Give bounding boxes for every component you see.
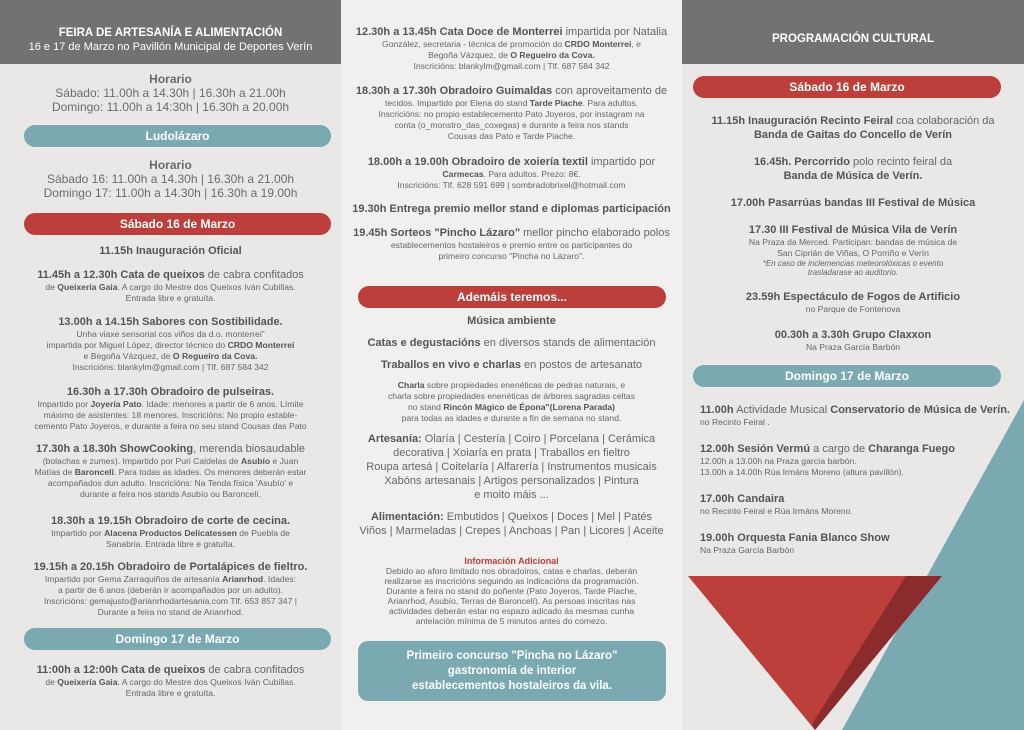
fair-header (0, 0, 341, 64)
event-cecina: 18.30h a 19.15h Obradoiro de corte de cecina. Impartido por Alacena Productos Delicatessen de Puebla de Sanabria. Entrada libre e gratuíta. (50, 515, 291, 549)
event-sabores: 13.00h a 14.15h Sabores con Sostibilidade. Unha viaxe sensorial cos viños da d.o. monterrei” impartida por Miguel López, director técnico do CRDO Monterrei e Begoña Vázquez, de O Regueiro da Cova. Inscricións: blankylm@gmail.com | Tlf. 687 584 342 (46, 316, 295, 372)
event-showcooking: 17.30h a 18.30h ShowCooking, merenda biosaudable (bolachas e zumes). Impartido por Puri Caldelas de Asubío e Juan Matías de Baroncelí. Para todas as idades. Os menores deberán estar acompañados dun adulto. Inscricións: Na Tenda física 'Asubío' e durante a feira nos stands Asubío ou Baroncelí. (34, 443, 307, 499)
cultural-title: PROGRAMACIÓN CULTURAL (771, 33, 935, 45)
event-cata-queixos: 11.45h a 12.30h Cata de queixos de cabra confitados de Queixería Gaia. A cargo do Mestre dos Queixos Iván Cubillas. Entrada libre e gratuíta. (37, 269, 304, 303)
fair-schedule: Horario Sábado: 11.00h a 14.30h | 16.30h a 21.00h Domingo: 11.00h a 14:30h | 16.30h a 20.00h (51, 72, 290, 114)
cultural-events-sunday: 11.00h Actividade Musical Conservatorio de Música de Verín. no Recinto Feiral . 12.00h Sesión Vermú a cargo de Charanga Fuego 12.00h a 13.00h na Praza garcía barbón. 13.00h a 14.00h Rúa Irmáns Moreno (altura pavillón). 17.00h Candaira no Recinto Feiral e Rúa Irmáns Moreno. 19.00h Orquesta Fania Blanco Show Na Praza García Barbón (700, 404, 1010, 555)
middle-column (341, 0, 682, 730)
fair-subtitle: 16 e 17 de Marzo no Pavillón Municipal de Deportes Verín (28, 41, 313, 53)
ludolazaro-schedule: Horario Sábado 16: 11.00h a 14.30h | 16.30h a 21.00h Domingo 17: 11.00h a 14.30h | 16.30h a 19.00h (43, 158, 298, 200)
sunday-pill-right: Domingo 17 de Marzo (693, 365, 1001, 387)
cultural-events-saturday: 11.15h Inauguración Recinto Feiral coa colaboración da Banda de Gaitas do Concello de Verín 16.45h. Percorrido polo recinto feiral da Banda de Música de Verín. 17.00h Pasarrúas bandas III Festival de Música 17.30 III Festival de Música Vila de Verín Na Praza da Merced. Participan: bandas de música de San Ciprián de Viñas, O Porriño e Verín *En caso de inclemencias meteorolóxicas o evento trasladarase ao auditorio. 23.59h Espectáculo de Fogos de Artificio no Parque de Fontenova 00.30h a 3.30h Grupo Claxxon Na Praza García Barbón (711, 115, 995, 352)
fair-title: FEIRA DE ARTESANÍA E ALIMENTACIÓN (58, 27, 283, 39)
event-xoieria: 18.00h a 19.00h Obradoiro de xoiería textil impartido por Carmecas. Para adultos. Prezo: 8€. Inscricións: Tlf. 628 591 699 | sombradobrixel@hotmail.com (367, 156, 656, 190)
cultural-header (682, 0, 1024, 64)
saturday-pill-right: Sábado 16 de Marzo (693, 76, 1001, 98)
event-cata-doce: 12.30h a 13.45h Cata Doce de Monterrei impartida por Natalia González, secretaria - técnica de promoción do CRDO Monterrei, e Begoña Vázquez, de O Regueiro da Cova. Inscricións: blankylm@gmail.com | Tlf. 687 584 342 (355, 26, 668, 71)
sunday-pill-left: Domingo 17 de Marzo (24, 628, 331, 650)
pincha-box: Primeiro concurso "Pincha no Lázaro" gastronomía de interior establecementos hostaleiros da vila. (358, 641, 666, 701)
event-cata-domingo: 11:00h a 12:00h Cata de queixos de cabra confitados de Queixería Gaia. A cargo do Mestre dos Queixos Iván Cubillas. Entrada libre e gratuíta. (36, 664, 305, 698)
ludolazaro-pill: Ludolázaro (24, 125, 331, 147)
right-column (682, 0, 1024, 730)
left-column (0, 0, 341, 730)
event-entrega-premio: 19.30h Entrega premio mellor stand e diplomas participación (352, 203, 671, 215)
event-sorteos: 19.45h Sorteos "Pincho Lázaro" mellor pincho elaborado polos establecementos hostaleiros e premio entre os participantes do primeiro concurso "Pincha no Lázaro". (353, 227, 670, 261)
saturday-pill-left: Sábado 16 de Marzo (24, 213, 331, 235)
extras-list: Música ambiente Catas e degustacións en diversos stands de alimentación Traballos en vivo e charlas en postos de artesanato Charla sobre propiedades enenéticas de pedras naturais, e charla sobre propiedades enenéticas de árbores sagradas celtas no stand Rincón Mágico de Épona"(Lorena Parada) para todas as idades e durante a fin de semana no stand. Artesanía: Olaría | Cestería | Coiro | Porcelana | Cerámica decorativa | Xoiaría en prata | Traballos en fieltro Roupa artesá | Coitelaría | Alfarería | Instrumentos musicais Xabóns artesanais | Artigos personalizados | Pintura e moito máis ... Alimentación: Embutidos | Queixos | Doces | Mel | Patés Viños | Marmeladas | Crepes | Anchoas | Pan | Licores | Aceite (359, 315, 664, 537)
event-inauguracion: 11.15h Inauguración Oficial (99, 245, 242, 257)
ademais-pill: Ademáis teremos... (358, 286, 666, 308)
event-portalapices: 19.15h a 20.15h Obradoiro de Portalápices de fieltro. Impartido por Gema Zarraquiños de artesanía Arianrhod. Idades: a partir de 6 anos (deberán ir acompañados por un adulto). Inscricións: gemajusto@arianrhodartesania.com Tlf. 653 857 347 | Durante a feira no stand de Arianrhod. (33, 561, 308, 617)
event-pulseiras: 16.30h a 17.30h Obradoiro de pulseiras. Impartido por Joyería Pato. Idade: menores a partir de 6 anos. Límite máximo de asistentes: 18 menores. Inscricións: No propio estable- cemento Pato Joyeros, e durante a feira no seu stand Cousas das Pato (34, 386, 307, 431)
event-guimaldas: 18.30h a 17.30h Obradoiro Guimaldas con aproveitamento de tecidos. Impartido por Elena do stand Tarde Piache. Para adultos. Inscricións: no propio establecemento Pato Joyeros, por instagram na conta (o_monstro_das_coxegas) e durante a feira nos stands Cousas das Pato e Tarde Piache. (355, 85, 668, 141)
info-adicional: Información Adicional Debido ao aforo limitado nos obradoiros, catas e charlas, deberán realizarse as inscricións seguindo as indicacións da programación. Durante a feira no stand do poñente (Pato Joyeros, Tarde Piache, Arianrhod, Asubío, Terras de Baroncelí). As persoas inscritas nas actividades deberán estar no espazo adicado ás mesmas cunha antelación mínima de 5 minutos antes do comezo. (384, 556, 639, 626)
